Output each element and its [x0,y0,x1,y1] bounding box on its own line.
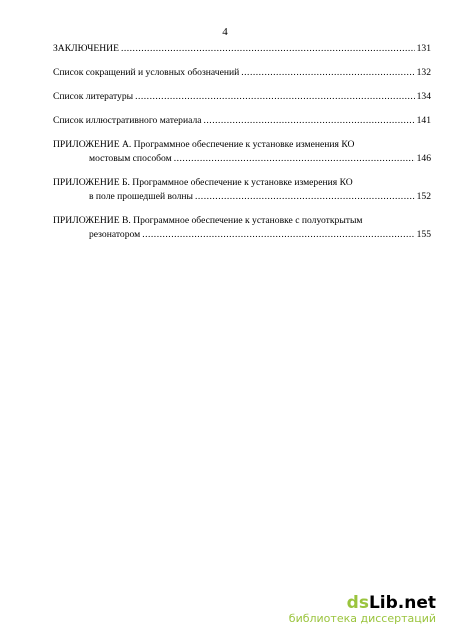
toc-page-number: 146 [416,153,431,164]
toc-title: Список литературы [53,91,134,102]
dot-leader [121,42,415,56]
toc-title: ПРИЛОЖЕНИЕ Б. Программное обеспечение к установке измерения КО [53,177,353,188]
toc-page-number: 152 [416,191,431,202]
toc-title-continuation: в поле прошедшей волны [89,191,193,202]
toc-title: ПРИЛОЖЕНИЕ А. Программное обеспечение к установке изменения КО [53,139,355,150]
toc-entry-illustrations [53,114,431,128]
toc-title-continuation: мостовым способом [89,153,172,164]
toc-entry-conclusion [53,42,431,56]
dot-leader [241,66,414,80]
toc-page-number: 131 [416,43,431,54]
toc-page-number: 134 [416,91,431,102]
table-of-contents [53,42,431,252]
toc-title: Список сокращений и условных обозначений [53,67,240,78]
toc-page-number: 132 [416,67,431,78]
toc-title: ЗАКЛЮЧЕНИЕ [53,43,119,54]
dot-leader [204,114,415,128]
logo-prefix: ds [346,593,369,613]
toc-entry-literature [53,90,431,104]
toc-title: ПРИЛОЖЕНИЕ В. Программное обеспечение к установке с полуоткрытым [53,215,363,226]
toc-entry-abbreviations [53,66,431,80]
page-number: 4 [222,26,228,38]
toc-entry-appendix-v [53,214,431,242]
toc-entry-appendix-b [53,176,431,204]
dot-leader [174,152,415,166]
toc-entry-appendix-a [53,138,431,166]
watermark-logo [289,594,436,626]
logo-suffix: Lib.net [368,593,436,613]
dot-leader [135,90,415,104]
logo-tagline: библиотека диссертаций [288,612,436,625]
toc-title-continuation: резонатором [89,229,141,240]
toc-page-number: 155 [416,229,431,240]
dot-leader [142,228,414,242]
toc-title: Список иллюстративного материала [53,115,202,126]
dot-leader [195,190,415,204]
toc-page-number: 141 [416,115,431,126]
